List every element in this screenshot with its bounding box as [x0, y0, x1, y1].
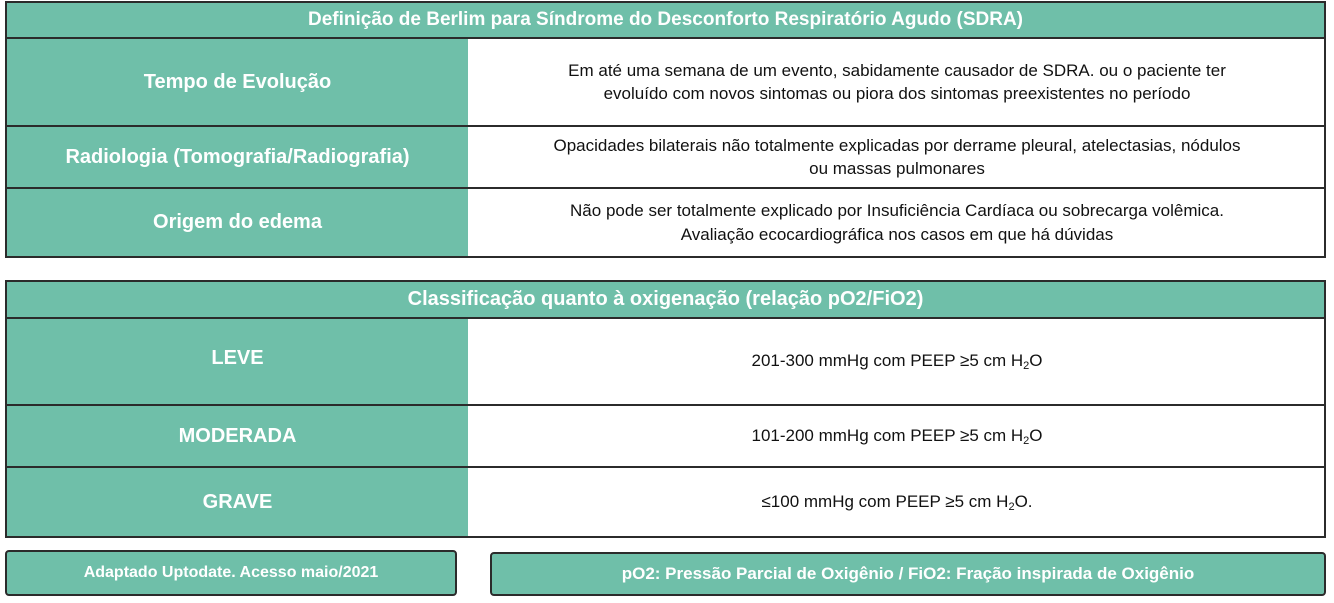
- berlin-table-title: Definição de Berlim para Síndrome do Desconforto Respiratório Agudo (SDRA): [7, 3, 1324, 39]
- value-text: ≤100 mmHg com PEEP ≥5 cm H: [761, 492, 1009, 512]
- row-label-tempo-evolucao: Tempo de Evolução: [7, 39, 470, 125]
- row-value-line: ou massas pulmonares: [809, 159, 985, 178]
- row-value-line: evoluído com novos sintomas ou piora dos sintomas preexistentes no período: [603, 84, 1191, 103]
- value-text-end: O.: [1014, 492, 1033, 512]
- table-row: [7, 319, 1324, 406]
- value-text: 201-300 mmHg com PEEP ≥5 cm H: [751, 351, 1024, 370]
- source-note: Adaptado Uptodate. Acesso maio/2021: [5, 550, 457, 596]
- row-label-leve: LEVE: [7, 319, 470, 404]
- row-label-grave: GRAVE: [7, 468, 470, 536]
- table-row: [7, 406, 1324, 468]
- table-row: [7, 468, 1324, 536]
- value-text: 101-200 mmHg com PEEP ≥5 cm H: [751, 426, 1024, 446]
- row-value-moderada: [470, 406, 1324, 466]
- value-subscript: 2: [1023, 360, 1030, 372]
- row-value-line: Avaliação ecocardiográfica nos casos em que há dúvidas: [680, 224, 1114, 244]
- abbreviations-note: pO2: Pressão Parcial de Oxigênio / FiO2: Fração inspirada de Oxigênio: [490, 552, 1326, 596]
- value-subscript: 2: [1023, 435, 1030, 448]
- value-text-end: O: [1029, 351, 1043, 370]
- table-row: [7, 39, 1324, 127]
- row-label-radiologia: Radiologia (Tomografia/Radiografia): [7, 127, 470, 187]
- row-value-line: Opacidades bilaterais não totalmente explicadas por derrame pleural, atelectasias, nódulos: [553, 135, 1241, 155]
- row-value-tempo-evolucao: [470, 39, 1324, 125]
- row-label-moderada: MODERADA: [7, 406, 470, 466]
- oxygenation-table-title: Classificação quanto à oxigenação (relação pO2/FiO2): [7, 282, 1324, 319]
- row-value-line: Não pode ser totalmente explicado por Insuficiência Cardíaca ou sobrecarga volêmica.: [570, 201, 1224, 221]
- table-row: [7, 189, 1324, 256]
- value-text-end: O: [1029, 426, 1043, 446]
- value-subscript: 2: [1008, 501, 1015, 514]
- row-value-line: Em até uma semana de um evento, sabidamente causador de SDRA. ou o paciente ter: [568, 60, 1226, 80]
- oxygenation-classification-table: [5, 280, 1326, 538]
- berlin-definition-table: [5, 1, 1326, 258]
- row-value-origem-edema: [470, 189, 1324, 256]
- row-label-origem-edema: Origem do edema: [7, 189, 470, 256]
- row-value-grave: [470, 468, 1324, 536]
- table-row: [7, 127, 1324, 189]
- row-value-radiologia: [470, 127, 1324, 187]
- row-value-leve: [470, 319, 1324, 404]
